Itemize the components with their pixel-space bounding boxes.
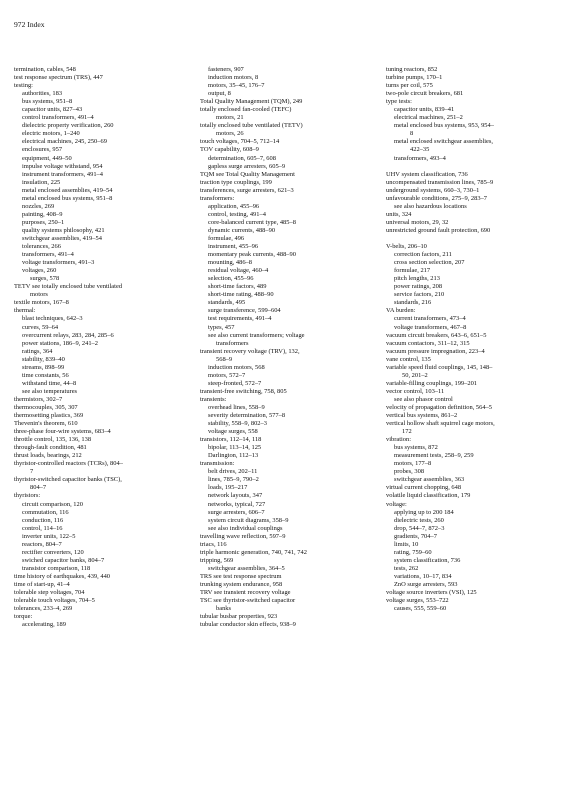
index-subentry: conduction, 116	[22, 516, 64, 524]
index-subentry: instrument, 455–96	[208, 243, 259, 251]
index-subentry: voltage transformers, 467–8	[394, 323, 467, 331]
index-subentry: application, 455–96	[208, 202, 260, 210]
index-entry: TRV see transient recovery voltage	[200, 589, 291, 597]
index-subentry: probes, 308	[394, 468, 425, 476]
index-entry: unfavourable conditions, 275–9, 283–7	[386, 194, 488, 202]
index-subentry: withstand time, 44–8	[22, 379, 77, 387]
index-subentry: voltage surges, 558	[208, 428, 258, 436]
index-entry: voltage surges, 553–722	[386, 597, 449, 605]
index-entry: time of start-up, 41–4	[14, 581, 70, 588]
index-subentry: swiched capacitor banks, 804–7	[22, 556, 105, 564]
index-subentry: 7	[30, 468, 34, 476]
index-subentry: 568–9	[216, 355, 233, 363]
index-subentry: severity determination, 577–8	[208, 412, 286, 420]
index-subentry: control, testing, 491–4	[208, 210, 266, 218]
index-subentry: control transformers, 491–4	[22, 114, 94, 122]
index-subentry: 804–7	[30, 484, 47, 492]
index-entry: V-belts, 206–10	[386, 243, 427, 251]
index-subentry: painting, 408–9	[22, 210, 63, 218]
index-subentry: selection, 455–96	[208, 275, 254, 283]
index-entry: time history of earthquakes, 439, 440	[14, 572, 111, 580]
index-subentry: quality systems philosophy, 421	[22, 226, 105, 234]
index-subentry: gradients, 704–7	[394, 532, 437, 540]
index-entry: vertical hollow shaft squirrel cage motors,	[386, 420, 495, 428]
index-entry: tolerable touch voltages, 704–5	[14, 597, 95, 605]
index-subentry: dynamic currents, 488–90	[208, 226, 276, 234]
index-entry: thermal:	[14, 307, 36, 315]
index-subentry: see also phasor control	[394, 395, 453, 403]
index-subentry: capacitor units, 839–41	[394, 106, 455, 114]
index-column-3	[386, 66, 558, 613]
index-entry: vane control, 135	[386, 355, 431, 363]
index-entry: TQM see Total Quality Management	[200, 170, 295, 178]
index-subentry: lines, 785–9, 790–2	[208, 476, 259, 484]
index-entry: volatile liquid classification, 179	[386, 492, 471, 500]
index-subentry: commutation, 116	[22, 508, 69, 516]
index-subentry: causes, 555, 559–60	[394, 605, 447, 613]
index-section-gap	[386, 235, 558, 243]
index-entry: thrust loads, bearings, 212	[14, 452, 82, 460]
index-subentry: bipolar, 113–14, 125	[208, 444, 262, 452]
index-subentry: control, 114–16	[22, 524, 63, 532]
index-entry: testing:	[14, 82, 33, 90]
index-subentry: fasteners, 907	[208, 66, 244, 73]
index-subentry: mounting, 486–8	[208, 259, 252, 267]
index-subentry: ratings, 364	[22, 347, 53, 355]
index-entry: Thevenin's theorem, 610	[14, 420, 78, 428]
index-subentry: 422–35	[410, 146, 430, 154]
index-entry: test response spectrum (TRS), 447	[14, 74, 103, 82]
index-subentry: standards, 495	[208, 299, 246, 307]
index-entry: thyristor-switched capacitor banks (TSC),	[14, 476, 122, 484]
index-subentry: test requirements, 491–4	[208, 315, 272, 323]
index-subentry: surge arresters, 606–7	[208, 508, 265, 516]
index-subentry: motors, 177–8	[394, 460, 432, 468]
index-subentry: loads, 195–217	[208, 484, 248, 492]
index-subentry: correction factors, 211	[394, 251, 452, 259]
index-subentry: impulse voltage withstand, 954	[22, 162, 103, 170]
index-subentry: current transformers, 473–4	[394, 315, 466, 323]
index-column-1	[14, 66, 192, 629]
index-entry: tubular busbar properties, 923	[200, 613, 278, 621]
index-subentry: bus systems, 951–8	[22, 98, 73, 106]
index-entry: turns per coil, 575	[386, 82, 433, 90]
index-subentry: metal enclosed bus systems, 951–8	[22, 194, 113, 202]
index-subentry: electrical machines, 251–2	[394, 114, 463, 122]
index-subentry: short-time rating, 488–90	[208, 291, 274, 299]
index-subentry: drop, 544–7, 872–3	[394, 524, 445, 532]
page-header: 972 Index	[14, 20, 45, 29]
index-subentry: stability, 558–9, 802–3	[208, 420, 267, 428]
index-entry: thermosetting plastics, 369	[14, 412, 84, 420]
index-subentry: short-time factors, 489	[208, 283, 267, 291]
index-subentry: circuit comparison, 120	[22, 500, 83, 508]
index-subentry: blast techniques, 642–3	[22, 315, 83, 323]
index-subentry: reactors, 804–7	[22, 540, 62, 548]
index-subentry: surges, 578	[30, 275, 60, 283]
index-entry: vertical bus systems, 861–2	[386, 412, 458, 420]
index-entry: travelling wave reflection, 597–9	[200, 532, 286, 540]
index-entry: variable-filling couplings, 199–201	[386, 379, 478, 387]
index-subentry: bus systems, 872	[394, 444, 438, 452]
index-subentry: power stations, 186–9, 241–2	[22, 339, 98, 347]
index-entry: underground systems, 660–3, 730–1	[386, 186, 480, 194]
index-subentry: 50, 201–2	[402, 371, 428, 379]
index-subentry: networks, typical, 727	[208, 500, 266, 508]
index-subentry: transformers, 491–4	[22, 251, 74, 259]
index-entry: voltage source inverters (VSI), 125	[386, 589, 477, 597]
index-entry: through-fault condition, 481	[14, 444, 87, 452]
index-subentry: determination, 605–7, 608	[208, 154, 276, 162]
index-subentry: tolerances, 266	[22, 243, 61, 251]
index-entry: totally enclosed fan-cooled (TEFC)	[200, 106, 292, 114]
index-subentry: surge transference, 599–604	[208, 307, 281, 315]
index-entry: tripping, 569	[200, 556, 234, 564]
index-subentry: system circuit diagrams, 358–9	[208, 516, 289, 524]
index-entry: voltage:	[386, 500, 407, 508]
index-subentry: service factors, 210	[394, 291, 445, 299]
index-entry: unrestricted ground fault protection, 690	[386, 226, 491, 234]
index-entry: tuning reactors, 852	[386, 66, 438, 73]
index-entry: tolerable step voltages, 704	[14, 589, 85, 597]
index-entry: totally enclosed tube ventilated (TETV)	[200, 122, 303, 130]
index-entry: variable speed fluid couplings, 145, 148–	[386, 363, 493, 371]
index-subentry: enclosures, 957	[22, 146, 63, 154]
index-subentry: ZnO surge arresters, 593	[394, 581, 458, 588]
index-subentry: output, 8	[208, 90, 231, 98]
index-subentry: measurement tests, 258–9, 259	[394, 452, 474, 460]
index-entry: units, 324	[386, 210, 412, 218]
index-subentry: purposes, 250–1	[22, 218, 65, 226]
index-subentry: 172	[402, 428, 412, 436]
index-entry: vacuum contactors, 311–12, 315	[386, 339, 470, 347]
index-subentry: banks	[216, 605, 232, 613]
index-subentry: steep-fronted, 572–7	[208, 379, 262, 387]
index-subentry: stability, 839–40	[22, 355, 65, 363]
index-entry: torque:	[14, 613, 33, 621]
index-subentry: metal enclosed bus systems, 953, 954–	[394, 122, 494, 130]
index-entry: tubular conductor skin effects, 938–9	[200, 621, 296, 629]
index-subentry: authorities, 183	[22, 90, 63, 98]
index-subentry: nozzles, 269	[22, 202, 55, 210]
index-entry: universal motors, 29, 32	[386, 218, 449, 226]
index-subentry: switchgear assemblies, 363	[394, 476, 465, 484]
index-entry: thyristor-controlled reactors (TCRs), 804–	[14, 460, 123, 468]
index-entry: two-pole circuit breakers, 681	[386, 90, 464, 98]
index-subentry: variations, 10–17, 834	[394, 572, 452, 580]
index-subentry: inverter units, 122–5	[22, 532, 76, 540]
index-subentry: electrical machines, 245, 250–69	[22, 138, 107, 146]
index-entry: tolerances, 233–4, 269	[14, 605, 73, 613]
index-subentry: motors, 21	[216, 114, 244, 122]
index-subentry: momentary peak currents, 488–90	[208, 251, 296, 259]
index-entry: three-phase four-wire systems, 683–4	[14, 428, 111, 436]
index-entry: TRS see test response spectrum	[200, 572, 282, 580]
index-subentry: voltage transformers, 491–3	[22, 259, 95, 267]
index-entry: vector control, 103–11	[386, 387, 445, 395]
index-subentry: metal enclosed switchgear assemblies,	[394, 138, 494, 146]
index-subentry: network layouts, 347	[208, 492, 263, 500]
index-entry: throttle control, 135, 136, 138	[14, 436, 92, 444]
index-entry: turbine pumps, 170–1	[386, 74, 443, 82]
index-subentry: see also individual couplings	[208, 524, 283, 532]
index-subentry: formulae, 217	[394, 267, 431, 275]
index-subentry: transformers, 493–4	[394, 154, 446, 162]
index-subentry: curves, 59–64	[22, 323, 59, 331]
index-subentry: insulation, 225	[22, 178, 61, 186]
index-subentry: residual voltage, 460–4	[208, 267, 269, 275]
index-section-gap	[386, 163, 558, 171]
index-entry: VA burden:	[386, 307, 416, 315]
index-subentry: system classification, 736	[394, 556, 461, 564]
index-subentry: motors	[30, 291, 48, 299]
index-entry: vacuum pressure impregnation, 223–4	[386, 347, 485, 355]
index-entry: transferences, surge arresters, 621–3	[200, 186, 294, 194]
index-subentry: rating, 759–60	[394, 548, 432, 556]
index-entry: termination, cables, 548	[14, 66, 76, 73]
index-subentry: electric motors, 1–240	[22, 130, 80, 138]
index-entry: trunking system endurance, 958	[200, 581, 283, 588]
index-subentry: belt drives, 202–11	[208, 468, 258, 476]
index-entry: vibration:	[386, 436, 412, 444]
index-subentry: metal enclosed assemblies, 419–54	[22, 186, 113, 194]
index-subentry: motors, 572–7	[208, 371, 246, 379]
index-entry: uncompensated transmission lines, 785–9	[386, 178, 494, 186]
index-entry: thermocouples, 305, 307	[14, 403, 78, 411]
index-subentry: voltages, 260	[22, 267, 57, 275]
index-subentry: Darlington, 112–13	[208, 452, 259, 460]
index-subentry: overcurrent relays, 283, 284, 285–6	[22, 331, 114, 339]
index-entry: TOV capability, 608–9	[200, 146, 259, 154]
index-entry: transformers:	[200, 194, 235, 202]
index-subentry: induction motors, 8	[208, 74, 259, 82]
index-subentry: formulae, 496	[208, 234, 245, 242]
index-subentry: gapless surge arresters, 605–9	[208, 162, 286, 170]
index-subentry: equipment, 449–50	[22, 154, 72, 162]
index-subentry: switchgear assemblies, 419–54	[22, 234, 102, 242]
index-entry: transient-free switching, 758, 805	[200, 387, 287, 395]
index-subentry: types, 457	[208, 323, 235, 331]
index-entry: textile motors, 167–8	[14, 299, 69, 307]
index-subentry: overhead lines, 558–9	[208, 403, 265, 411]
index-entry: TETV see totally enclosed tube ventilated	[14, 283, 123, 291]
index-subentry: transformers	[216, 339, 249, 347]
index-subentry: see also current transformers; voltage	[208, 331, 305, 339]
index-subentry: 8	[410, 130, 414, 138]
index-entry: thermistors, 302–7	[14, 395, 63, 403]
index-subentry: applying up to 200 184	[394, 508, 454, 516]
index-entry: transmission:	[200, 460, 235, 468]
index-subentry: switchgear assemblies, 364–5	[208, 564, 285, 572]
index-subentry: motors, 26	[216, 130, 244, 138]
index-subentry: rectifier converters, 120	[22, 548, 84, 556]
index-subentry: induction motors, 568	[208, 363, 265, 371]
index-subentry: see also hazardous locations	[394, 202, 467, 210]
index-entry: transistors, 112–14, 118	[200, 436, 262, 444]
index-subentry: accelerating, 189	[22, 621, 66, 629]
index-subentry: power ratings, 208	[394, 283, 443, 291]
index-subentry: limits, 10	[394, 540, 419, 548]
index-subentry: tests, 262	[394, 564, 419, 572]
index-entry: TSC see thyristor-switched capacitor	[200, 597, 296, 605]
index-entry: virtual current chopping, 648	[386, 484, 462, 492]
index-subentry: see also temperatures	[22, 387, 78, 395]
index-entry: triacs, 116	[200, 540, 227, 548]
index-subentry: cross section selection, 207	[394, 259, 465, 267]
index-entry: Total Quality Management (TQM), 249	[200, 98, 303, 106]
index-entry: touch voltages, 704–5, 712–14	[200, 138, 280, 146]
index-subentry: motors, 35–45, 176–7	[208, 82, 265, 90]
index-entry: transients:	[200, 395, 227, 403]
index-subentry: transistor comparison, 118	[22, 564, 91, 572]
index-entry: vacuum circuit breakers, 643–6, 651–5	[386, 331, 487, 339]
index-subentry: dielectric property verification, 260	[22, 122, 114, 130]
index-entry: UHV system classification, 736	[386, 170, 468, 178]
index-subentry: time constants, 56	[22, 371, 69, 379]
index-column-2	[200, 66, 378, 629]
index-entry: traction type couplings, 199	[200, 178, 272, 186]
index-entry: thyristors:	[14, 492, 41, 500]
index-subentry: streams, 898–99	[22, 363, 65, 371]
index-subentry: instrument transformers, 491–4	[22, 170, 103, 178]
index-subentry: standards, 216	[394, 299, 432, 307]
index-subentry: core-balanced current type, 485–8	[208, 218, 296, 226]
index-subentry: pitch lengths, 213	[394, 275, 440, 283]
index-entry: transient recovery voltage (TRV), 132,	[200, 347, 300, 355]
index-entry: triple harmonic generation, 740, 741, 742	[200, 548, 307, 556]
index-entry: type tests:	[386, 98, 412, 106]
index-subentry: capacitor units, 827–43	[22, 106, 83, 114]
index-subentry: dielectric tests, 260	[394, 516, 444, 524]
index-entry: velocity of propagation definition, 564–5	[386, 403, 493, 411]
